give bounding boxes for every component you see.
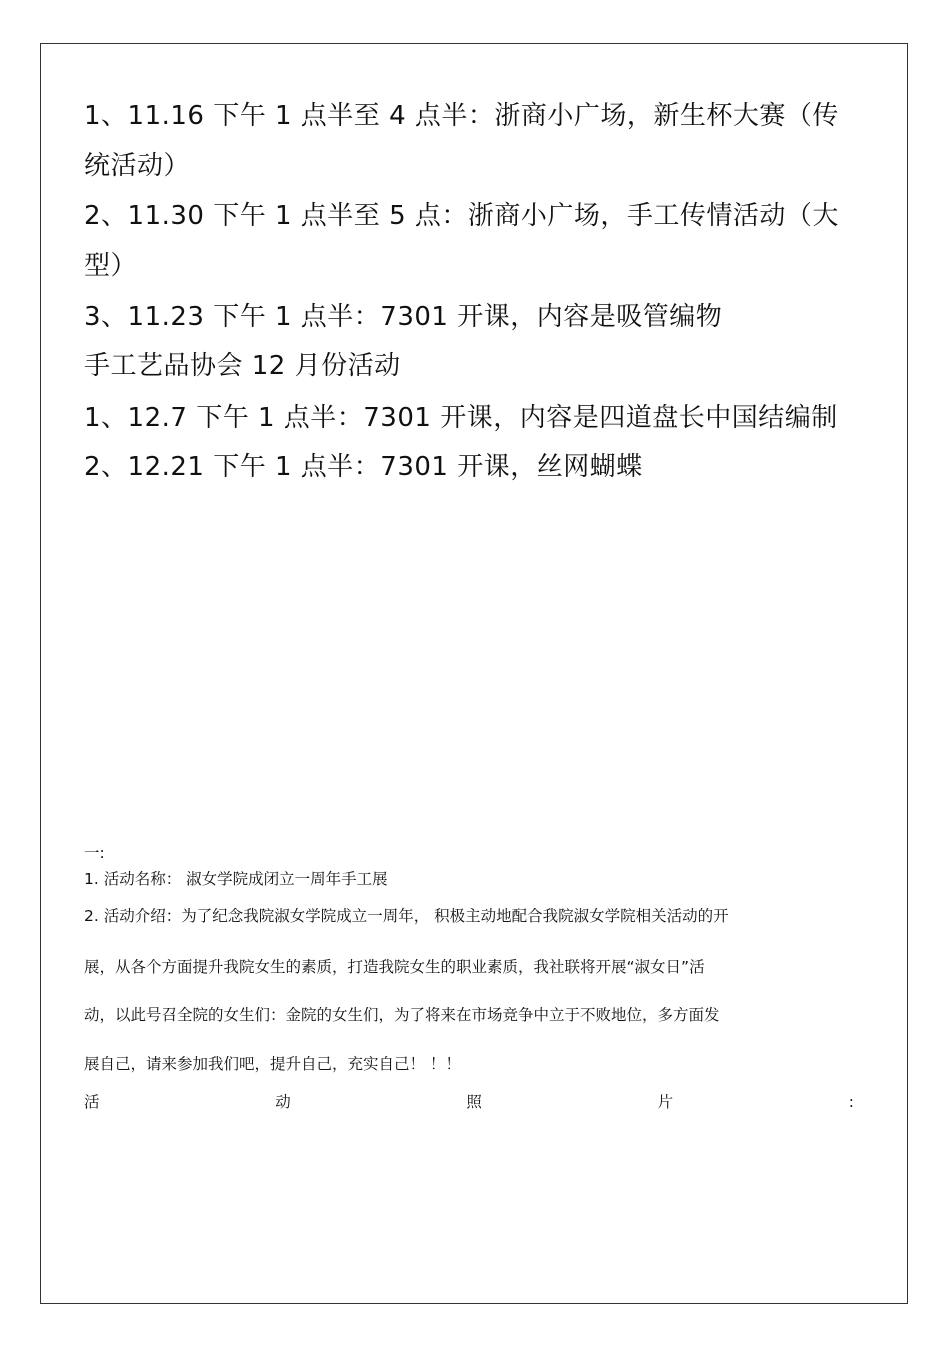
photos-label-colon: :	[848, 1093, 854, 1111]
photos-label-char-3: 照	[466, 1093, 482, 1111]
activity-intro-line-2: 展，从各个方面提升我院女生的素质，打造我院女生的职业素质，我社联将开展“淑女日”活	[84, 958, 705, 976]
document-border	[40, 43, 908, 1304]
activity-line-2: 2、11.30 下午 1 点半至 5 点：浙商小广场，手工传情活动（大	[84, 201, 839, 231]
activity-line-1-cont: 统活动）	[84, 151, 191, 181]
activity-name-line: 1. 活动名称： 淑女学院成闭立一周年手工展	[84, 870, 388, 888]
section-marker: 一:	[84, 844, 105, 862]
activity-intro-line-3: 动，以此号召全院的女生们：金院的女生们，为了将来在市场竞争中立于不败地位，多方面发	[84, 1006, 720, 1024]
december-heading: 手工艺品协会 12 月份活动	[84, 351, 401, 381]
activity-line-3: 3、11.23 下午 1 点半：7301 开课，内容是吸管编物	[84, 302, 723, 332]
photos-label-char-4: 片	[657, 1093, 674, 1111]
activity-intro-line-4: 展自己，请来参加我们吧，提升自己，充实自己！ ！！	[84, 1055, 461, 1073]
activity-intro-line-1: 2. 活动介绍：为了纪念我院淑女学院成立一周年， 积极主动地配合我院淑女学院相关活动的开	[84, 907, 729, 925]
photos-label-char-2: 动	[275, 1093, 291, 1111]
activity-photos-label	[84, 1092, 854, 1112]
activity-line-2-cont: 型）	[84, 251, 138, 281]
activity-line-1: 1、11.16 下午 1 点半至 4 点半：浙商小广场，新生杯大赛（传	[84, 101, 839, 131]
december-activity-1: 1、12.7 下午 1 点半：7301 开课，内容是四道盘长中国结编制	[84, 403, 838, 433]
photos-label-char-1: 活	[84, 1093, 100, 1111]
december-activity-2: 2、12.21 下午 1 点半：7301 开课，丝网蝴蝶	[84, 452, 643, 482]
